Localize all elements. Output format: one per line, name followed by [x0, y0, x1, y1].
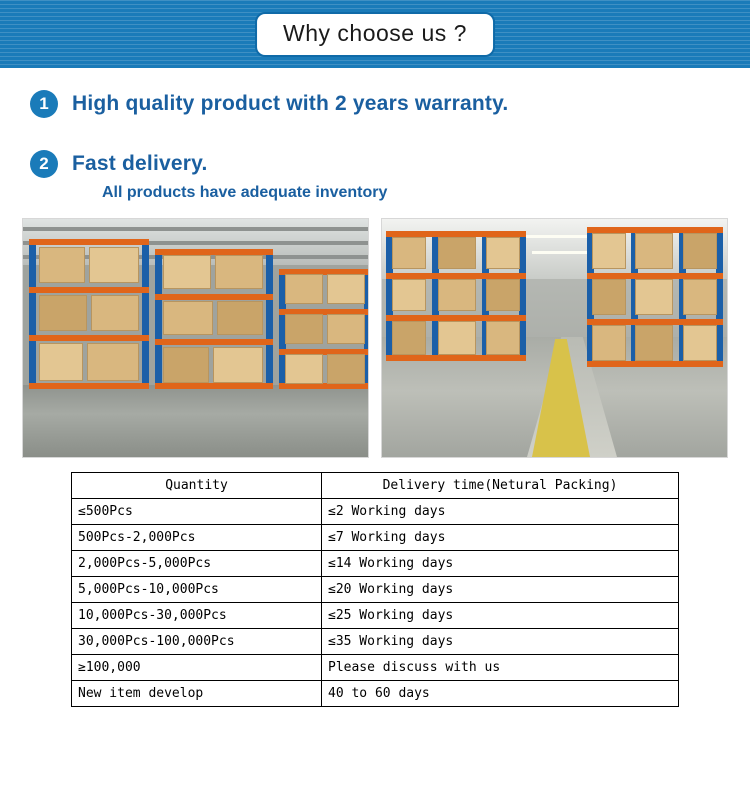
rack-beam [155, 339, 273, 345]
carton [163, 301, 213, 335]
rack-upright [266, 249, 273, 389]
rack-beam [29, 287, 149, 293]
rack-upright [519, 231, 526, 361]
point-text: Fast delivery. [72, 152, 208, 175]
carton [592, 279, 626, 315]
rack-upright [155, 249, 162, 389]
rack-upright [142, 239, 149, 389]
cell-quantity: 5,000Pcs-10,000Pcs [72, 577, 322, 603]
carton [89, 247, 139, 283]
table-row [72, 603, 679, 629]
page-title-box [255, 12, 495, 57]
column-header-delivery-time: Delivery time(Netural Packing) [322, 473, 679, 499]
carton [163, 255, 211, 289]
carton [39, 343, 83, 381]
carton [438, 237, 476, 269]
carton [327, 314, 365, 344]
pallet-rack [155, 249, 273, 389]
page-title: Why choose us ? [283, 20, 467, 46]
cell-delivery-time: ≤2 Working days [322, 499, 679, 525]
rack-beam [29, 335, 149, 341]
carton [39, 295, 87, 331]
rack-beam [29, 383, 149, 389]
carton [635, 325, 673, 361]
cell-quantity: ≥100,000 [72, 655, 322, 681]
carton [91, 295, 139, 331]
cell-delivery-time: ≤25 Working days [322, 603, 679, 629]
point-text: High quality product with 2 years warranty. [72, 92, 509, 115]
cell-quantity: New item develop [72, 681, 322, 707]
pallet-rack [279, 269, 369, 389]
carton [215, 255, 263, 289]
carton [392, 279, 426, 311]
carton [285, 274, 323, 304]
spacer [30, 124, 750, 150]
page-header-banner [0, 0, 750, 68]
carton [438, 279, 476, 311]
ceiling-beam [23, 227, 368, 231]
table-row [72, 681, 679, 707]
point-number-badge: 1 [30, 90, 58, 118]
table-row [72, 655, 679, 681]
cell-delivery-time: ≤20 Working days [322, 577, 679, 603]
carton [217, 301, 263, 335]
column-header-quantity: Quantity [72, 473, 322, 499]
carton [683, 233, 717, 269]
carton [163, 347, 209, 383]
rack-beam [587, 361, 723, 367]
carton [592, 233, 626, 269]
carton [285, 354, 323, 384]
carton [327, 354, 365, 384]
cell-delivery-time: ≤14 Working days [322, 551, 679, 577]
warehouse-photo-gallery [0, 202, 750, 458]
carton [392, 321, 426, 355]
shelving-unit [386, 231, 526, 361]
cell-delivery-time: Please discuss with us [322, 655, 679, 681]
rack-beam [386, 355, 526, 361]
selling-point-2 [30, 150, 750, 178]
table-row [72, 629, 679, 655]
cell-delivery-time: ≤35 Working days [322, 629, 679, 655]
table-row [72, 525, 679, 551]
carton [486, 321, 520, 355]
ceiling-light [532, 251, 592, 254]
carton [327, 274, 365, 304]
rack-beam [29, 239, 149, 245]
delivery-time-table-wrapper [0, 458, 750, 707]
cell-delivery-time: 40 to 60 days [322, 681, 679, 707]
carton [213, 347, 263, 383]
warehouse-aisle-photo [381, 218, 728, 458]
carton [392, 237, 426, 269]
cell-quantity: 30,000Pcs-100,000Pcs [72, 629, 322, 655]
cell-delivery-time: ≤7 Working days [322, 525, 679, 551]
table-row [72, 499, 679, 525]
selling-point-1 [30, 90, 750, 118]
rack-upright [29, 239, 36, 389]
cell-quantity: 2,000Pcs-5,000Pcs [72, 551, 322, 577]
table-row [72, 551, 679, 577]
rack-beam [155, 383, 273, 389]
carton [486, 237, 520, 269]
cell-quantity: ≤500Pcs [72, 499, 322, 525]
carton [39, 247, 85, 283]
cell-quantity: 10,000Pcs-30,000Pcs [72, 603, 322, 629]
point-number-badge: 2 [30, 150, 58, 178]
carton [683, 279, 717, 315]
selling-points-list [0, 68, 750, 202]
carton [486, 279, 520, 311]
table-header-row [72, 473, 679, 499]
carton [438, 321, 476, 355]
carton [285, 314, 323, 344]
pallet-rack [29, 239, 149, 389]
carton [592, 325, 626, 361]
delivery-time-table [71, 472, 679, 707]
carton [87, 343, 139, 381]
carton [683, 325, 717, 361]
table-row [72, 577, 679, 603]
carton [635, 279, 673, 315]
warehouse-racking-photo [22, 218, 369, 458]
rack-upright [716, 227, 723, 367]
point-subtext: All products have adequate inventory [102, 184, 388, 201]
floor [23, 385, 368, 457]
rack-beam [155, 294, 273, 300]
cell-quantity: 500Pcs-2,000Pcs [72, 525, 322, 551]
shelving-unit [587, 227, 723, 367]
carton [635, 233, 673, 269]
